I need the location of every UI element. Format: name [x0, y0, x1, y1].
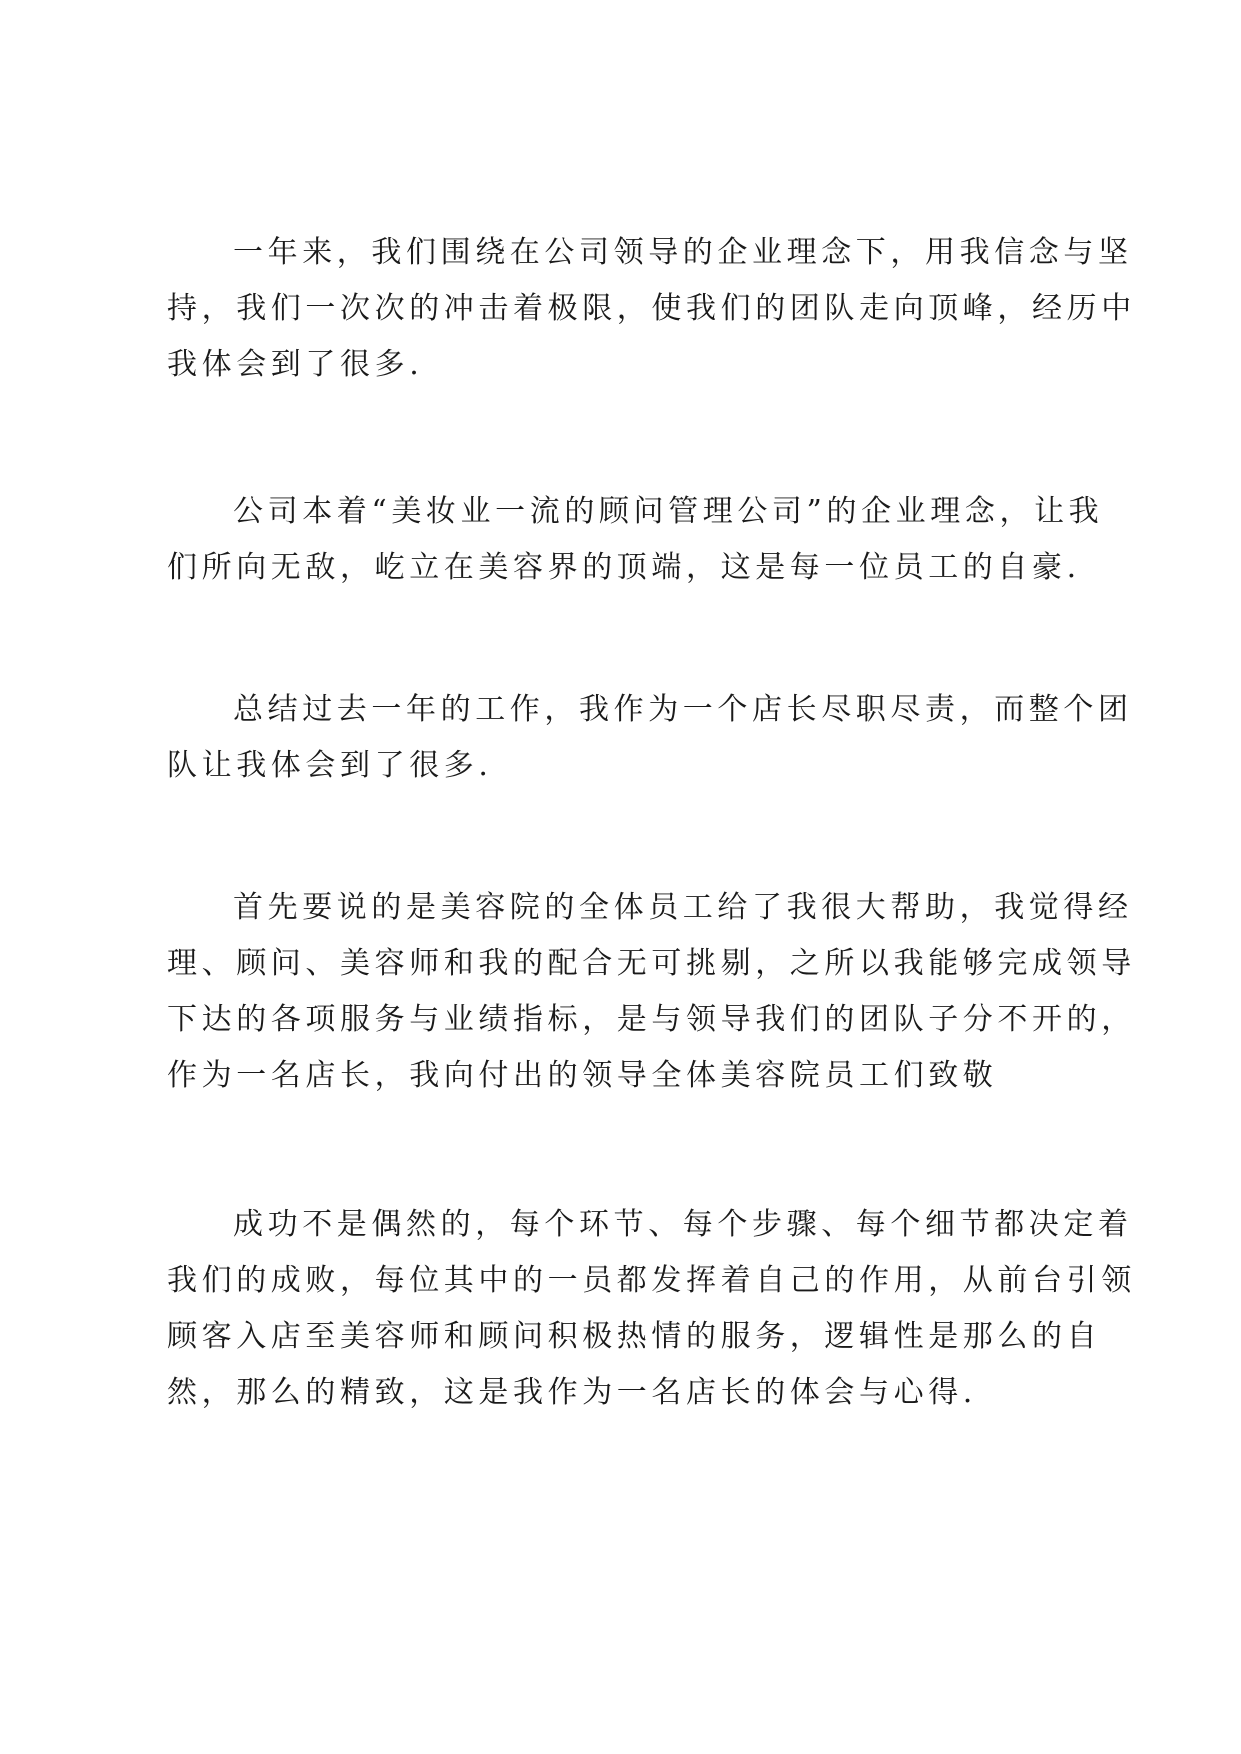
paragraph-line: 顾客入店至美容师和顾问积极热情的服务，逻辑性是那么的自 — [167, 1319, 1102, 1354]
paragraph-line: 我们的成败，每位其中的一员都发挥着自己的作用，从前台引领 — [167, 1263, 1136, 1298]
paragraph-3 — [167, 682, 1133, 794]
paragraph-1 — [167, 225, 1136, 393]
paragraph-line: 下达的各项服务与业绩指标，是与领导我们的团队子分不开的， — [167, 1002, 1136, 1037]
paragraph-line: 总结过去一年的工作，我作为一个店长尽职尽责，而整个团 — [233, 692, 1133, 727]
paragraph-line: 持，我们一次次的冲击着极限，使我们的团队走向顶峰，经历中 — [167, 291, 1136, 326]
paragraph-line: 成功不是偶然的，每个环节、每个步骤、每个细节都决定着 — [233, 1207, 1133, 1242]
paragraph-line: 首先要说的是美容院的全体员工给了我很大帮助，我觉得经 — [233, 890, 1133, 925]
paragraph-2 — [167, 484, 1104, 596]
paragraph-5 — [167, 1197, 1136, 1421]
paragraph-line: 作为一名店长，我向付出的领导全体美容院员工们致敬 — [167, 1058, 998, 1093]
paragraph-line: 然，那么的精致，这是我作为一名店长的体会与心得. — [167, 1375, 977, 1410]
paragraph-line: 我体会到了很多. — [167, 347, 424, 382]
paragraph-line: 一年来，我们围绕在公司领导的企业理念下，用我信念与坚 — [233, 235, 1133, 270]
paragraph-line: 理、顾问、美容师和我的配合无可挑剔，之所以我能够完成领导 — [167, 946, 1136, 981]
paragraph-line: 们所向无敌，屹立在美容界的顶端，这是每一位员工的自豪. — [167, 550, 1081, 585]
paragraph-line: 公司本着“美妆业一流的顾问管理公司”的企业理念，让我 — [233, 494, 1104, 529]
paragraph-4 — [167, 880, 1136, 1104]
paragraph-line: 队让我体会到了很多. — [167, 748, 493, 783]
